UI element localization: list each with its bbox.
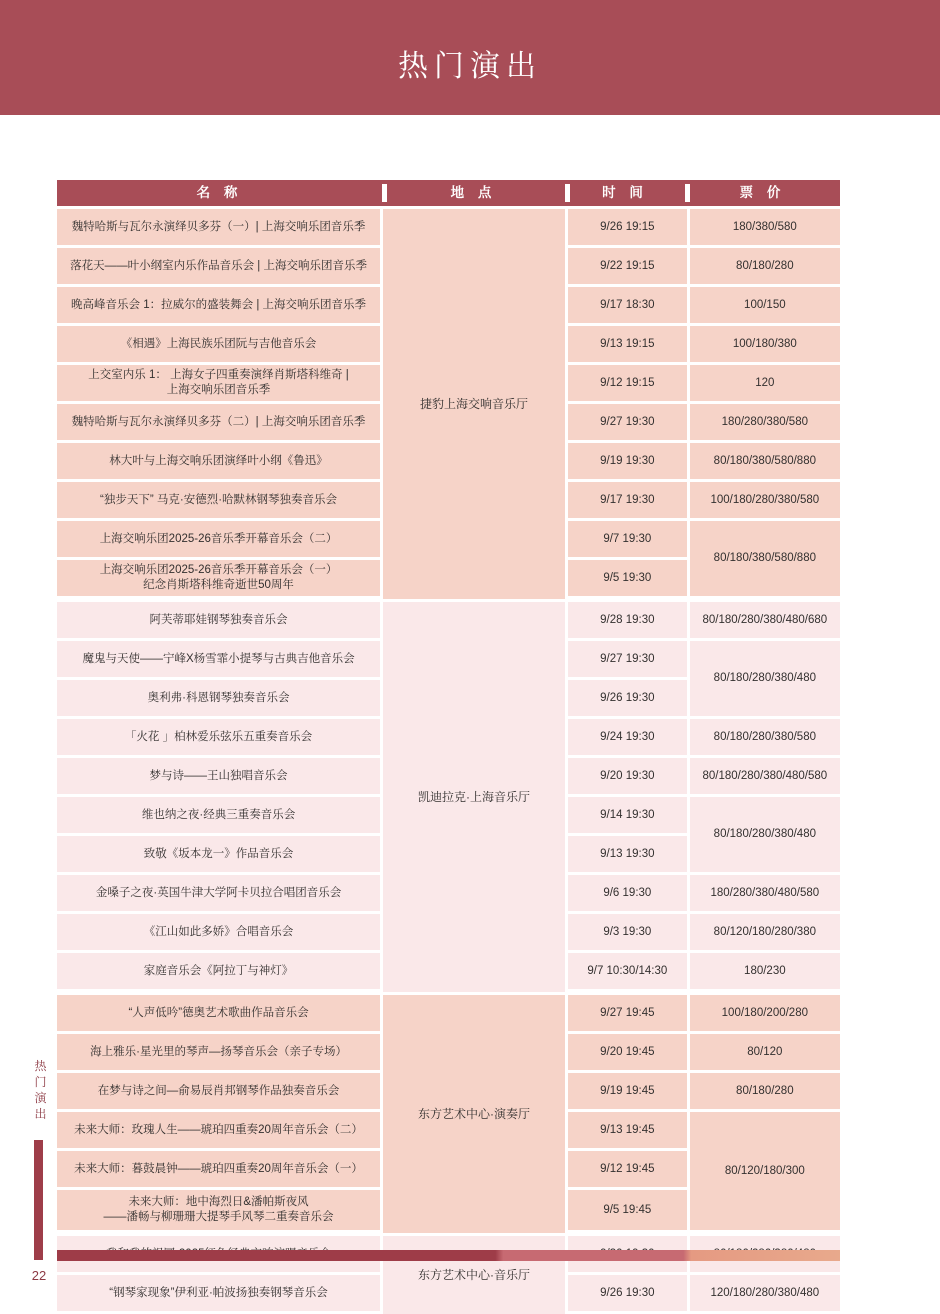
column-header-price-label: 票 价: [739, 185, 786, 200]
performance-name-cell[interactable]: 落花天——叶小纲室内乐作品音乐会 | 上海交响乐团音乐季: [57, 248, 380, 284]
performance-time-cell[interactable]: 9/19 19:30: [568, 443, 687, 479]
schedule-column-group: [568, 995, 840, 1233]
time-column: [568, 995, 687, 1233]
performance-name-cell[interactable]: 魏特哈斯与瓦尔永演绎贝多芬（一）| 上海交响乐团音乐季: [57, 209, 380, 245]
column-header-time: [565, 180, 685, 206]
performance-time-cell[interactable]: 9/13 19:30: [568, 836, 687, 872]
side-accent-bar: [34, 1140, 43, 1260]
performance-name-cell[interactable]: 《相遇》上海民族乐团阮与吉他音乐会: [57, 326, 380, 362]
column-header-price: [685, 180, 840, 206]
performance-time-cell[interactable]: 9/5 19:45: [568, 1190, 687, 1230]
performance-name-cell[interactable]: 家庭音乐会《阿拉丁与神灯》: [57, 953, 380, 989]
side-label-char-1: 门: [34, 1075, 48, 1089]
performance-name-cell[interactable]: “独步天下” 马克·安德烈·哈默林钢琴独奏音乐会: [57, 482, 380, 518]
performance-name-cell[interactable]: 致敬《坂本龙一》作品音乐会: [57, 836, 380, 872]
section-side-label: [30, 1058, 52, 1122]
performance-name-cell[interactable]: 林大叶与上海交响乐团演绎叶小纲《鲁迅》: [57, 443, 380, 479]
performance-price-cell[interactable]: 80/180/280/380/580: [690, 719, 840, 755]
performance-price-cell[interactable]: 80/180/280/380/480/580: [690, 758, 840, 794]
schedule-column-group: [568, 209, 840, 599]
performance-time-cell[interactable]: 9/22 19:15: [568, 248, 687, 284]
performance-price-cell[interactable]: 80/180/280/380/480/680: [690, 602, 840, 638]
venue-section: [57, 602, 840, 992]
performance-price-cell[interactable]: 180/380/580: [690, 209, 840, 245]
performance-time-cell[interactable]: 9/26 19:30: [568, 1275, 687, 1311]
performance-time-cell[interactable]: 9/6 19:30: [568, 875, 687, 911]
performance-price-cell[interactable]: 80/120/180/280/380: [690, 914, 840, 950]
column-header-venue: [382, 180, 565, 206]
performance-price-cell[interactable]: 80/180/380/580/880: [690, 521, 840, 596]
performance-price-cell[interactable]: 80/180/280: [690, 248, 840, 284]
page-number: 22: [31, 1268, 47, 1283]
performance-time-cell[interactable]: 9/3 19:30: [568, 914, 687, 950]
performance-price-cell[interactable]: 180/280/380/580: [690, 404, 840, 440]
venue-column: [383, 209, 565, 599]
schedule-column-group: [568, 602, 840, 992]
schedule-column-group: [568, 1236, 840, 1314]
performance-time-cell[interactable]: 9/13 19:15: [568, 326, 687, 362]
performance-name-cell[interactable]: 魏特哈斯与瓦尔永演绎贝多芬（二）| 上海交响乐团音乐季: [57, 404, 380, 440]
performance-price-cell[interactable]: 80/180/280/380/480: [690, 641, 840, 716]
performance-name-cell[interactable]: 「火花 」柏林爱乐弦乐五重奏音乐会: [57, 719, 380, 755]
performance-name-cell[interactable]: 未来大师：玫瑰人生——琥珀四重奏20周年音乐会（二）: [57, 1112, 380, 1148]
venue-name-cell[interactable]: 东方艺术中心·演奏厅: [383, 995, 565, 1233]
performance-name-cell[interactable]: 阿芙蒂耶娃钢琴独奏音乐会: [57, 602, 380, 638]
performance-price-cell[interactable]: 100/150: [690, 287, 840, 323]
header-separator-icon: [685, 184, 690, 202]
performance-price-cell[interactable]: 80/120/180/300: [690, 1112, 840, 1230]
time-column: [568, 1236, 687, 1314]
performance-time-cell[interactable]: 9/14 19:30: [568, 797, 687, 833]
venue-section: [57, 995, 840, 1233]
page-header-banner: [0, 0, 940, 115]
venue-column: [383, 995, 565, 1233]
performance-time-cell[interactable]: 9/19 19:45: [568, 1073, 687, 1109]
performance-price-cell[interactable]: 120/180/280/380/480: [690, 1275, 840, 1311]
venue-name-cell[interactable]: 东方艺术中心·音乐厅: [383, 1236, 565, 1314]
table-body: [57, 209, 840, 1314]
performance-price-cell[interactable]: 100/180/380: [690, 326, 840, 362]
performance-name-cell[interactable]: “人声低吟”德奥艺术歌曲作品音乐会: [57, 995, 380, 1031]
performance-name-cell[interactable]: 上海交响乐团2025-26音乐季开幕音乐会（二）: [57, 521, 380, 557]
name-column: [57, 995, 380, 1233]
performance-price-cell[interactable]: 80/180/280/380/480: [690, 797, 840, 872]
performance-time-cell[interactable]: 9/27 19:30: [568, 641, 687, 677]
name-column: [57, 602, 380, 992]
performance-name-cell[interactable]: 未来大师：暮鼓晨钟——琥珀四重奏20周年音乐会（一）: [57, 1151, 380, 1187]
performance-price-cell[interactable]: 100/180/280/380/580: [690, 482, 840, 518]
performance-time-cell[interactable]: 9/27 19:45: [568, 995, 687, 1031]
performance-time-cell[interactable]: 9/12 19:45: [568, 1151, 687, 1187]
performance-time-cell[interactable]: 9/26 19:30: [568, 680, 687, 716]
performance-time-cell[interactable]: 9/13 19:45: [568, 1112, 687, 1148]
price-column: [690, 995, 840, 1233]
performance-time-cell[interactable]: 9/27 19:30: [568, 404, 687, 440]
price-column: [690, 1236, 840, 1314]
performance-time-cell[interactable]: 9/17 18:30: [568, 287, 687, 323]
performance-name-cell[interactable]: 上交室内乐 1： 上海女子四重奏演绎肖斯塔科维奇 | 上海交响乐团音乐季: [57, 365, 380, 401]
performance-name-cell[interactable]: 奥利弗·科恩钢琴独奏音乐会: [57, 680, 380, 716]
performance-name-cell[interactable]: 《江山如此多娇》合唱音乐会: [57, 914, 380, 950]
performance-time-cell[interactable]: 9/20 19:45: [568, 1034, 687, 1070]
performance-name-cell[interactable]: 海上雅乐·星光里的琴声—扬琴音乐会（亲子专场）: [57, 1034, 380, 1070]
price-column: [690, 209, 840, 599]
side-label-char-2: 演: [34, 1091, 48, 1105]
performance-name-cell[interactable]: 在梦与诗之间—俞易辰肖邦钢琴作品独奏音乐会: [57, 1073, 380, 1109]
header-separator-icon: [565, 184, 570, 202]
venue-column: [383, 1236, 565, 1314]
performance-name-cell[interactable]: 上海交响乐团2025-26音乐季开幕音乐会（一） 纪念肖斯塔科维奇逝世50周年: [57, 560, 380, 596]
price-column: [690, 602, 840, 992]
performance-name-cell[interactable]: 金嗓子之夜·英国牛津大学阿卡贝拉合唱团音乐会: [57, 875, 380, 911]
column-header-venue-label: 地 点: [450, 185, 497, 200]
venue-name-cell[interactable]: 捷豹上海交响音乐厅: [383, 209, 565, 599]
performances-table: [57, 180, 840, 1314]
performance-time-cell[interactable]: 9/17 19:30: [568, 482, 687, 518]
performance-price-cell[interactable]: 80/180/380/580/880: [690, 443, 840, 479]
side-label-char-0: 热: [34, 1059, 48, 1073]
name-column: [57, 1236, 380, 1314]
performance-time-cell[interactable]: 9/12 19:15: [568, 365, 687, 401]
performance-time-cell[interactable]: 9/7 19:30: [568, 521, 687, 557]
performance-time-cell[interactable]: 9/5 19:30: [568, 560, 687, 596]
performance-time-cell[interactable]: 9/20 19:30: [568, 758, 687, 794]
performance-price-cell[interactable]: 180/230: [690, 953, 840, 989]
performance-name-cell[interactable]: 晚高峰音乐会 1：拉威尔的盛装舞会 | 上海交响乐团音乐季: [57, 287, 380, 323]
page-title: 热门演出: [398, 50, 542, 83]
performance-time-cell[interactable]: 9/26 19:15: [568, 209, 687, 245]
time-column: [568, 209, 687, 599]
column-header-name: 名 称: [196, 185, 243, 200]
venue-section: [57, 209, 840, 599]
performance-name-cell[interactable]: 未来大师：地中海烈日&潘帕斯夜风 ——潘畅与柳珊珊大提琴手风琴二重奏音乐会: [57, 1190, 380, 1230]
performance-price-cell[interactable]: 80/180/280: [690, 1073, 840, 1109]
venue-column: [383, 602, 565, 992]
name-column: [57, 209, 380, 599]
performance-name-cell[interactable]: “钢琴家现象”伊利亚·帕波扬独奏钢琴音乐会: [57, 1275, 380, 1311]
column-header-time-label: 时 间: [602, 185, 648, 200]
performance-time-cell[interactable]: 9/28 19:30: [568, 602, 687, 638]
header-separator-icon: [382, 184, 387, 202]
time-column: [568, 602, 687, 992]
performance-name-cell[interactable]: 梦与诗——王山独唱音乐会: [57, 758, 380, 794]
footer-gradient-bar: [57, 1250, 840, 1261]
side-label-char-3: 出: [34, 1107, 48, 1121]
performance-price-cell[interactable]: 80/120: [690, 1034, 840, 1070]
performance-price-cell[interactable]: 180/280/380/480/580: [690, 875, 840, 911]
performance-time-cell[interactable]: 9/7 10:30/14:30: [568, 953, 687, 989]
performance-name-cell[interactable]: 魔鬼与天使——宁峰X杨雪霏小提琴与古典吉他音乐会: [57, 641, 380, 677]
table-header-row: [57, 180, 840, 206]
performance-name-cell[interactable]: 维也纳之夜·经典三重奏音乐会: [57, 797, 380, 833]
performance-time-cell[interactable]: 9/24 19:30: [568, 719, 687, 755]
venue-section: [57, 1236, 840, 1314]
performance-price-cell[interactable]: 100/180/200/280: [690, 995, 840, 1031]
venue-name-cell[interactable]: 凯迪拉克·上海音乐厅: [383, 602, 565, 992]
performance-price-cell[interactable]: 120: [690, 365, 840, 401]
